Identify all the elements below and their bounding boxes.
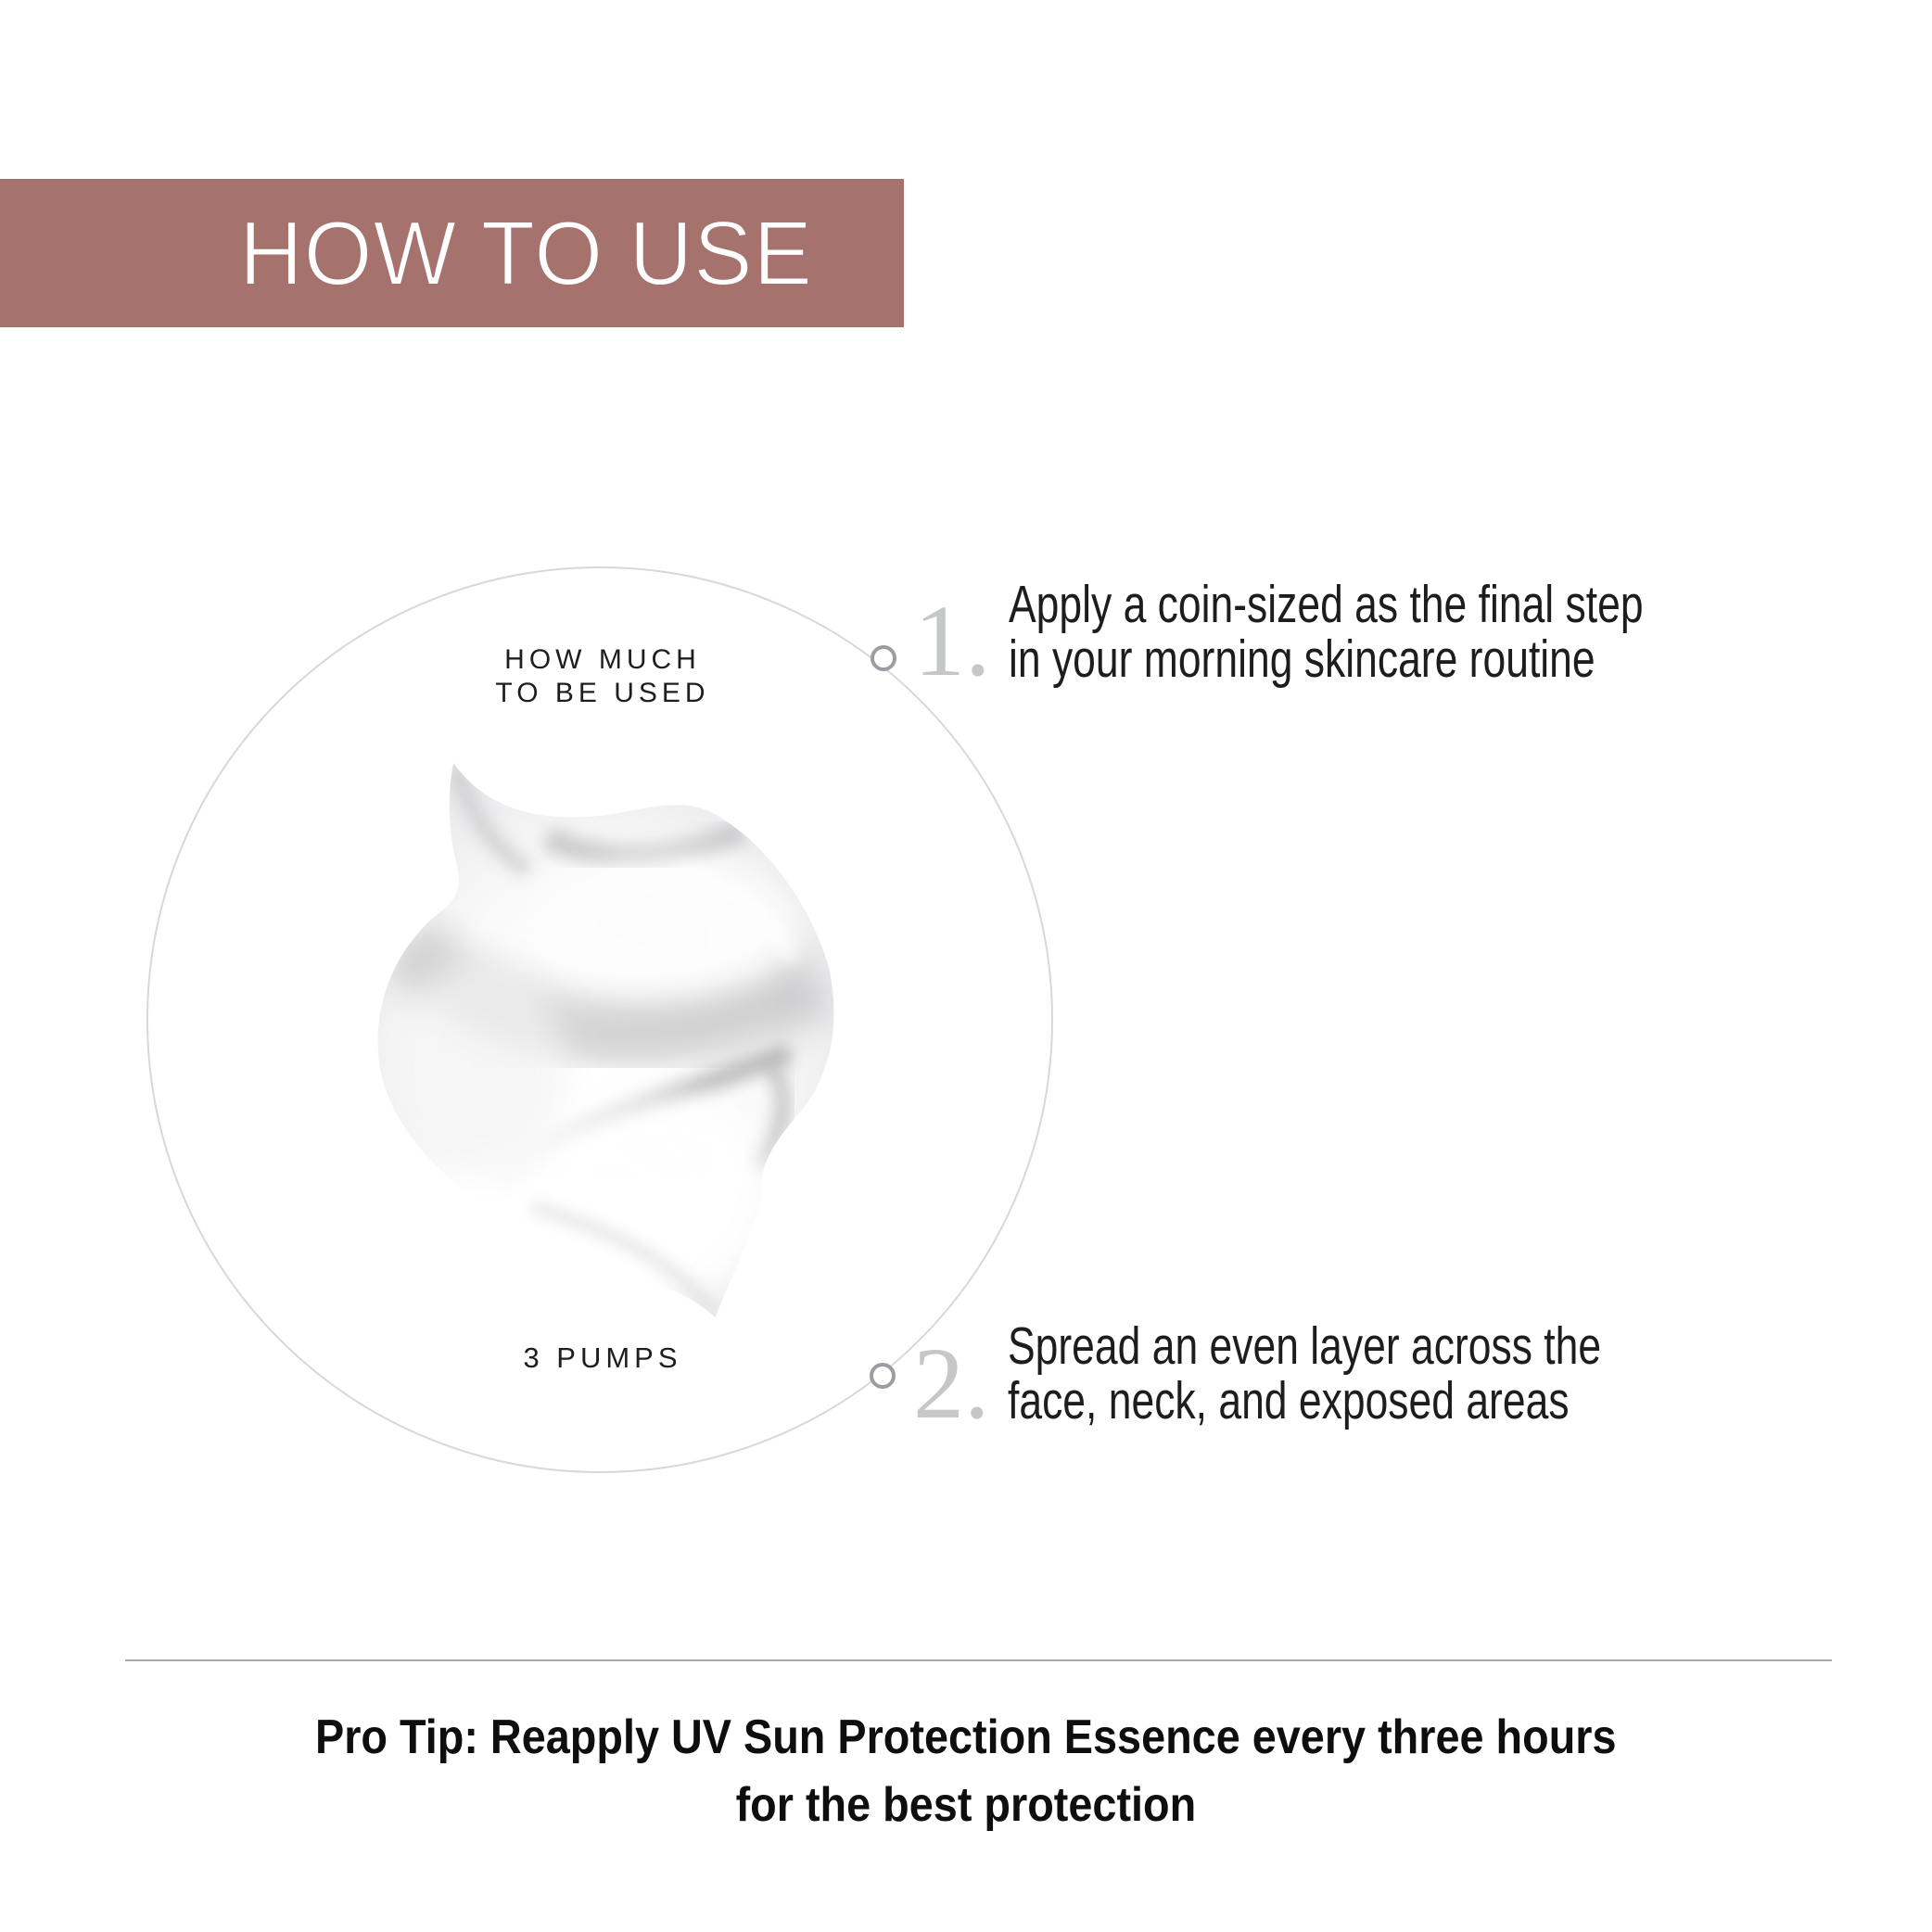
step-1-text [1009, 575, 1644, 689]
step-2-text-line1: Spread an even layer across the [1008, 1316, 1602, 1376]
dosage-label-top-line2: TO BE USED [495, 678, 710, 708]
step-1-number: 1. [914, 584, 991, 697]
step-1-text-line1: Apply a coin-sized as the final step [1009, 575, 1644, 634]
pro-tip [0, 1704, 1932, 1839]
section-banner [0, 179, 904, 327]
step-1-text-line2: in your morning skincare routine [1009, 629, 1595, 689]
step-2-text [1008, 1316, 1602, 1430]
dosage-label-bottom: 3 PUMPS [523, 1341, 682, 1374]
step-2-bullet-circle-icon [870, 1363, 896, 1389]
step-2-text-line2: face, neck, and exposed areas [1008, 1371, 1570, 1430]
step-2-number: 2. [913, 1327, 990, 1440]
pro-tip-line1: Pro Tip: Reapply UV Sun Protection Essence every three hours [315, 1710, 1617, 1764]
banner-title: HOW TO USE [239, 201, 813, 304]
cream-swatch-image [369, 758, 837, 1319]
footer-divider [125, 1659, 1832, 1661]
dosage-label-top-line1: HOW MUCH [504, 644, 701, 675]
step-1-bullet-circle-icon [871, 645, 896, 671]
pro-tip-line2: for the best protection [735, 1778, 1197, 1832]
dosage-label-top [495, 643, 709, 710]
